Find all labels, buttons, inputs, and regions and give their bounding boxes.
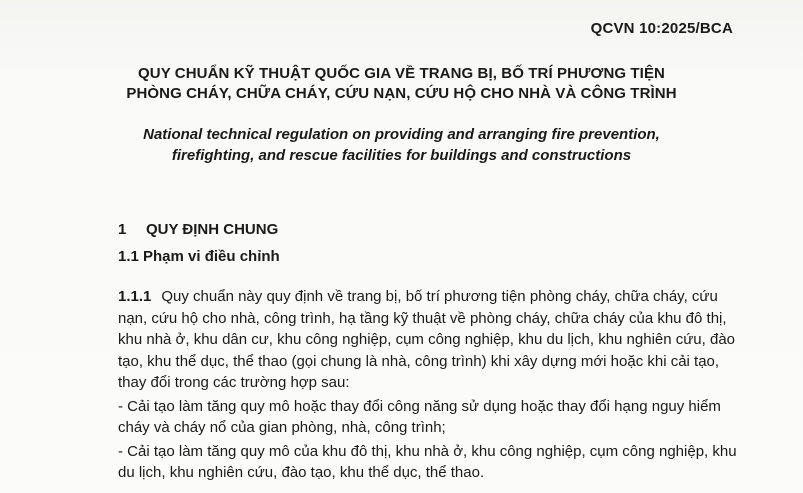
document-code: QCVN 10:2025/BCA	[590, 20, 733, 37]
paragraph-1-1-1	[118, 286, 740, 394]
paragraph-text: Quy chuẩn này quy định về trang bị, bố trí phương tiện phòng cháy, chữa cháy, cứu nạn, cứu hộ cho nhà, công trình, hạ tầng kỹ thuật về phòng cháy, chữa cháy của khu đô thị, khu nhà ở, khu dân cư, khu công nghiệp, cụm công nghiệp, khu du lịch, khu nghiên cứu, đào tạo, khu thể dục, thể thao (gọi chung là nhà, công trình) khi xây dựng mới hoặc khi cải tạo, thay đổi trong các trường hợp sau:	[118, 288, 735, 391]
title-line-2: PHÒNG CHÁY, CHỮA CHÁY, CỨU NẠN, CỨU HỘ CHO NHÀ VÀ CÔNG TRÌNH	[126, 85, 677, 102]
paragraph-number: 1.1.1	[118, 288, 152, 305]
document-title	[0, 64, 803, 104]
section-heading	[118, 221, 278, 238]
bullet-item-1: - Cải tạo làm tăng quy mô hoặc thay đổi công năng sử dụng hoặc thay đổi hạng nguy hiểm cháy và cháy nổ của gian phòng, nhà, công trình;	[118, 397, 721, 436]
title-line-1: QUY CHUẨN KỸ THUẬT QUỐC GIA VỀ TRANG BỊ, BỐ TRÍ PHƯƠNG TIỆN	[138, 65, 665, 82]
bullet-item-2: - Cải tạo làm tăng quy mô của khu đô thị, khu nhà ở, khu công nghiệp, cụm công nghiệp, khu du lịch, khu nghiên cứu, đào tạo, khu thể dục, thể thao.	[118, 442, 737, 481]
subtitle-line-1: National technical regulation on providing and arranging fire prevention,	[143, 126, 660, 143]
document-subtitle	[0, 124, 803, 166]
subsection-heading: 1.1 Phạm vi điều chỉnh	[118, 248, 280, 265]
document-body	[118, 286, 740, 484]
section-title: QUY ĐỊNH CHUNG	[146, 221, 279, 238]
subtitle-line-2: firefighting, and rescue facilities for buildings and constructions	[171, 147, 632, 164]
section-number: 1	[118, 221, 127, 238]
